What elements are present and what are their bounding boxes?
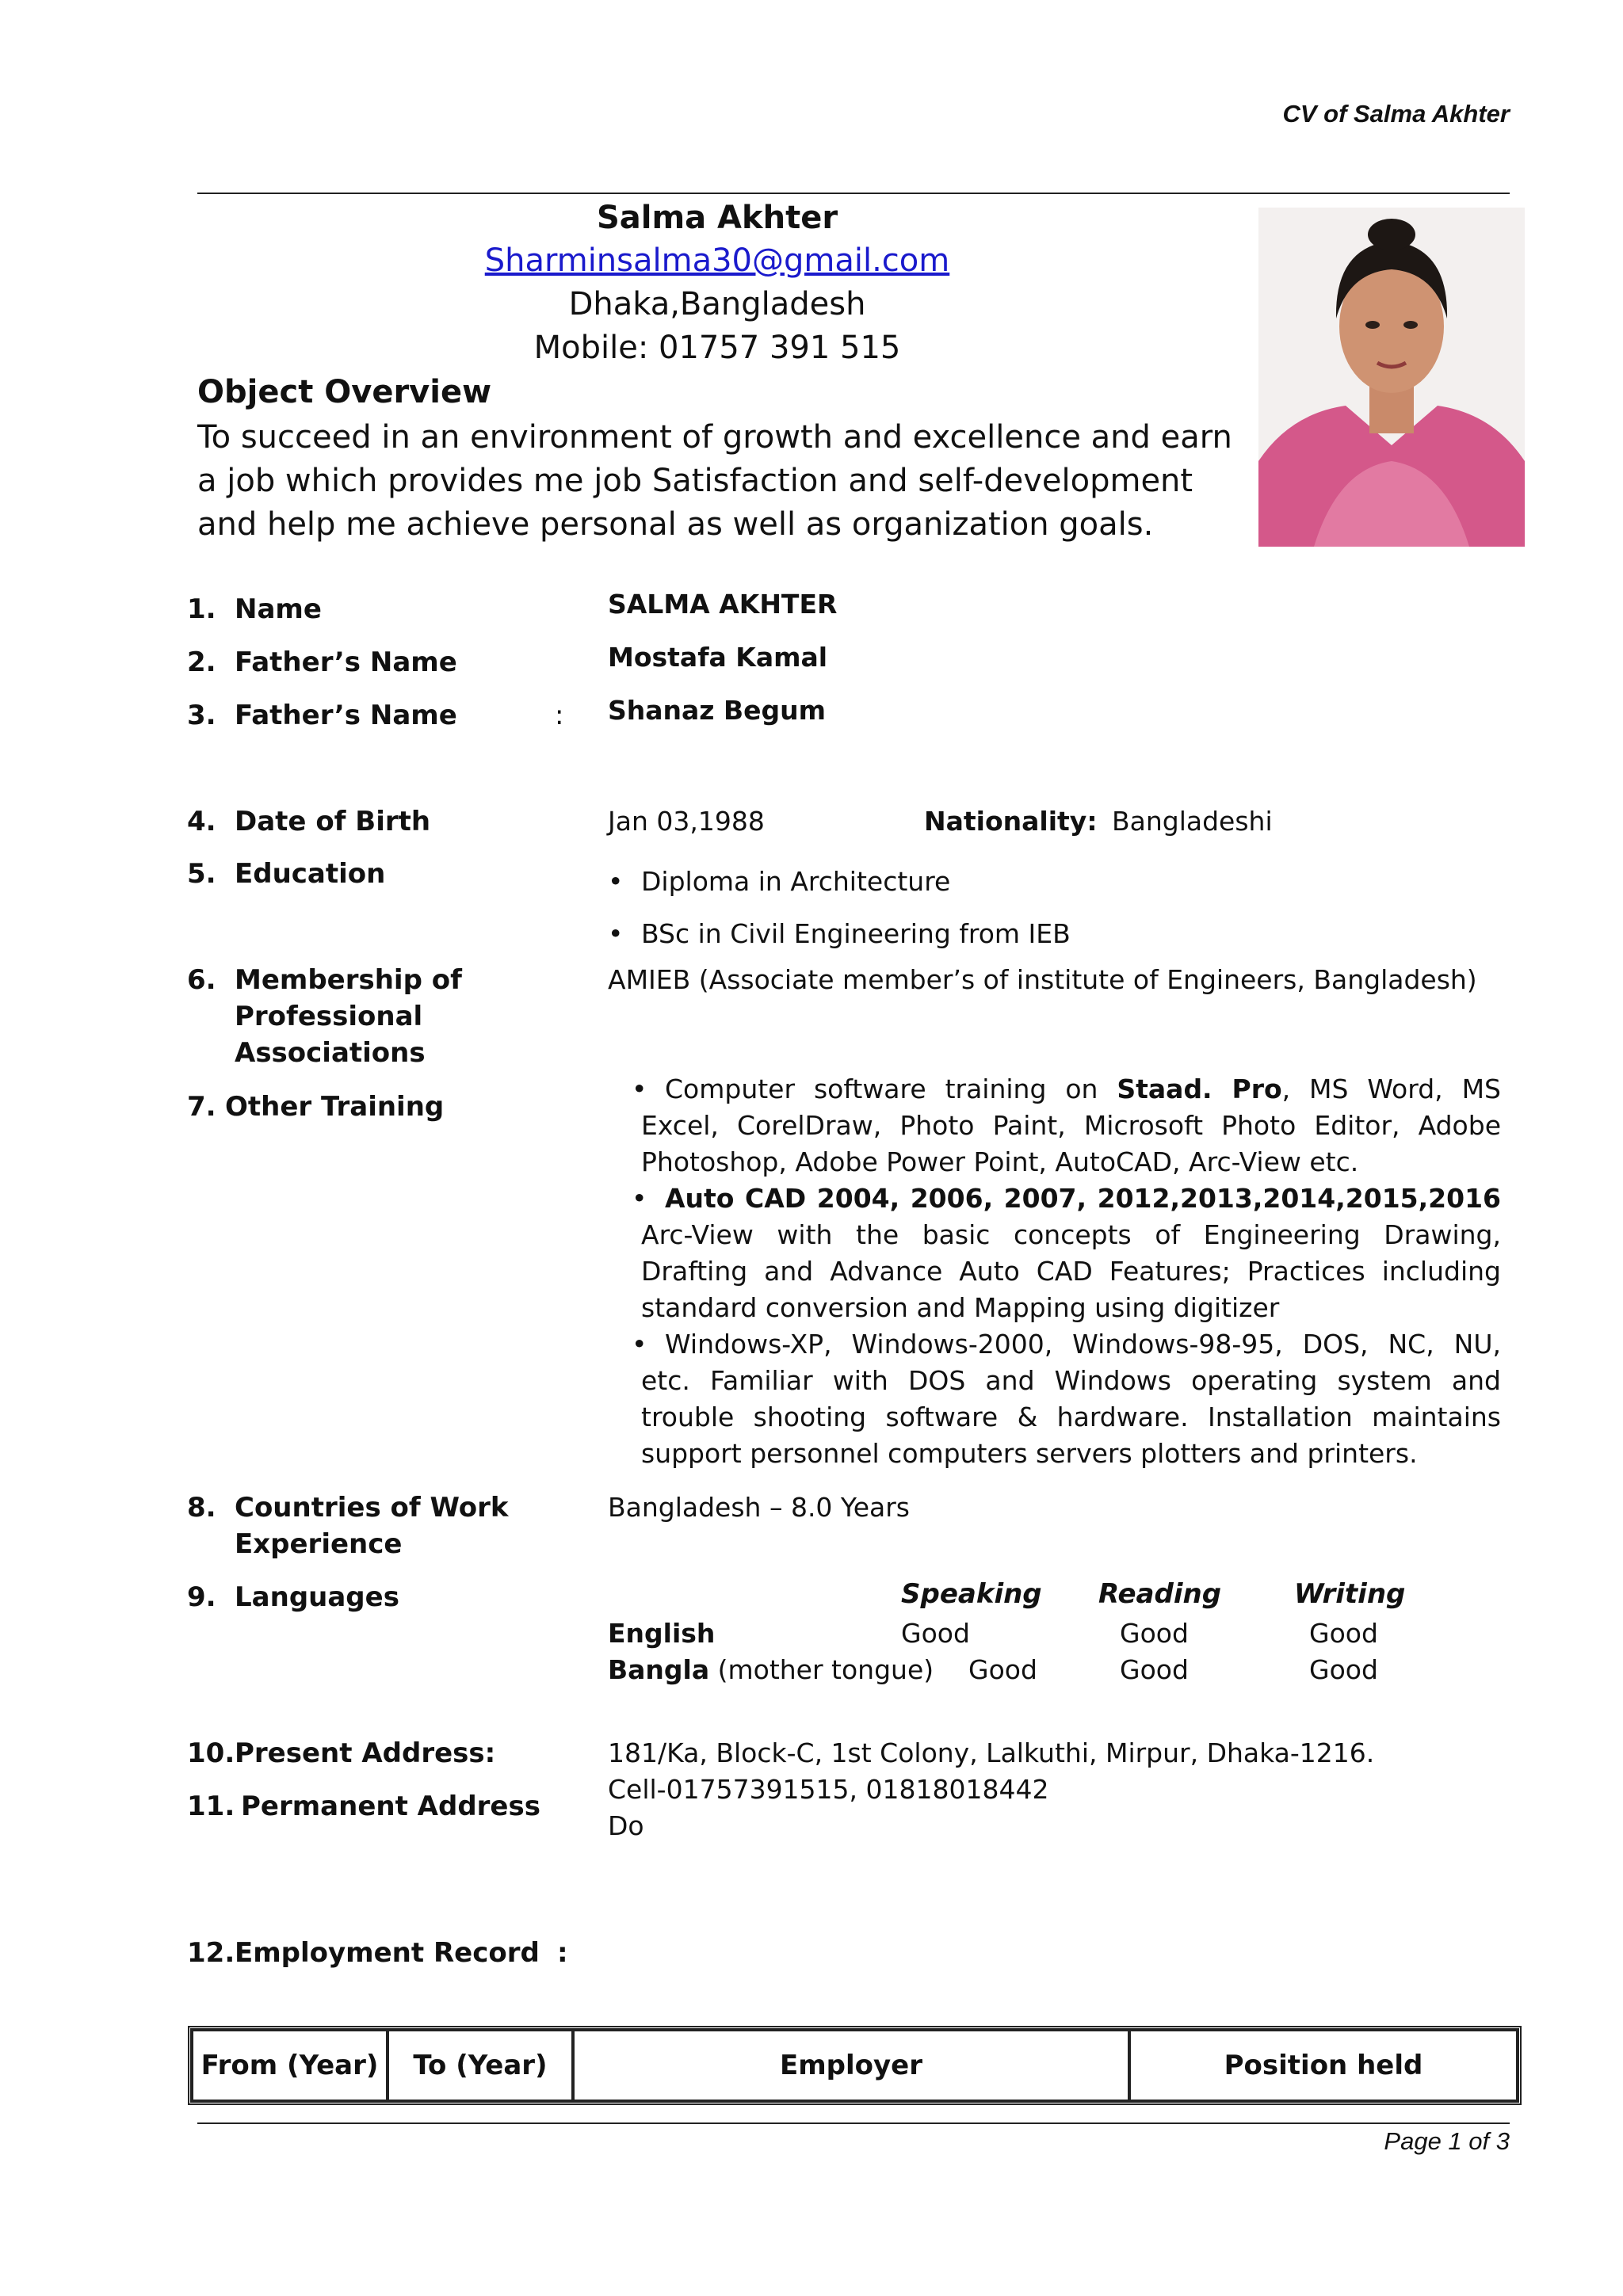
education-list — [608, 856, 1501, 960]
training-list — [608, 1071, 1501, 1472]
list-item: • Windows-XP, Windows-2000, Windows-98-95, DOS, NC, NU, etc. Familiar with DOS and Windows operating system and trouble shooting software & hardware. Installation maintains support personnel computers servers plotters and printers. — [608, 1326, 1501, 1472]
permanent-address-value: Do — [608, 1810, 644, 1841]
col-position-held: Position held — [1129, 2030, 1518, 2101]
field-employment-label: 12.Employment Record — [187, 1937, 540, 1969]
nationality-value: Bangladeshi — [1112, 806, 1273, 837]
email-link[interactable]: Sharminsalma30@gmail.com — [484, 242, 950, 279]
field-countries-label: 8. Countries of Work Experience — [187, 1492, 509, 1560]
list-item: • Diploma in Architecture — [608, 856, 1501, 908]
footer-rule — [197, 2122, 1510, 2124]
lang-english-speaking: Good — [901, 1618, 970, 1649]
field-present-address-label: 10.Present Address: — [187, 1737, 496, 1769]
field-membership-value: AMIEB (Associate member’s of institute of Engineers, Bangladesh) — [608, 964, 1477, 995]
field-membership-label: 6. Membership of Professional Associations — [187, 964, 462, 1069]
lang-row-english: English — [608, 1618, 716, 1649]
field-dob-value: Jan 03,1988 — [608, 806, 765, 837]
field-father-label: 2. Father’s Name — [187, 646, 457, 678]
objective-text: To succeed in an environment of growth and excellence and earn a job which provides me job Satisfaction and self-development and help me achieve personal as well as organization goals. — [197, 419, 1232, 543]
mobile: Mobile: 01757 391 515 — [533, 330, 901, 366]
email-line — [0, 242, 1434, 279]
field-mother-label: 3. Father’s Name — [187, 700, 457, 731]
field-mother-value: Shanaz Begum — [608, 695, 827, 726]
field-countries-value: Bangladesh – 8.0 Years — [608, 1492, 910, 1523]
field-permanent-address-label: 11. Permanent Address — [187, 1791, 540, 1822]
lang-row-bangla: Bangla (mother tongue) — [608, 1654, 934, 1685]
lang-bangla-speaking: Good — [968, 1654, 1037, 1685]
location: Dhaka,Bangladesh — [568, 286, 866, 322]
col-employer: Employer — [573, 2030, 1129, 2101]
nationality-label: Nationality: — [924, 806, 1098, 837]
field-education-label: 5. Education — [187, 858, 386, 890]
profile-photo — [1258, 208, 1525, 547]
list-item: • BSc in Civil Engineering from IEB — [608, 908, 1501, 960]
lang-english-reading: Good — [1120, 1618, 1189, 1649]
document-header-title: CV of Salma Akhter — [1282, 100, 1510, 128]
field-dob-label: 4. Date of Birth — [187, 806, 431, 837]
col-from-year: From (Year) — [192, 2030, 388, 2101]
present-address-line2: Cell-01757391515, 01818018442 — [608, 1774, 1049, 1805]
field-father-value: Mostafa Kamal — [608, 642, 828, 673]
table-header-row — [192, 2030, 1518, 2101]
lang-header-speaking: Speaking — [901, 1578, 1042, 1610]
lang-bangla-writing: Good — [1309, 1654, 1378, 1685]
col-to-year: To (Year) — [388, 2030, 573, 2101]
lang-header-reading: Reading — [1098, 1578, 1222, 1610]
field-mother-colon: : — [555, 700, 564, 731]
employment-table — [188, 2026, 1522, 2105]
lang-bangla-reading: Good — [1120, 1654, 1189, 1685]
field-training-label: 7. Other Training — [187, 1091, 445, 1123]
present-address-line1: 181/Ka, Block-C, 1st Colony, Lalkuthi, Mirpur, Dhaka-1216. — [608, 1737, 1375, 1768]
field-name-value: SALMA AKHTER — [608, 589, 838, 620]
objective-title: Object Overview — [197, 374, 492, 410]
employment-colon: : — [557, 1937, 568, 1969]
list-item: • Auto CAD 2004, 2006, 2007, 2012,2013,2014,2015,2016 Arc-View with the basic concepts of Engineering Drawing, Drafting and Advance Auto CAD Features; Practices including standard conversion and Mapping using digitizer — [608, 1180, 1501, 1326]
field-languages-label: 9. Languages — [187, 1581, 399, 1613]
candidate-name: Salma Akhter — [596, 200, 838, 236]
page-number: Page 1 of 3 — [1384, 2127, 1510, 2155]
lang-header-writing: Writing — [1294, 1578, 1406, 1610]
header-rule — [197, 193, 1510, 194]
field-name-label: 1. Name — [187, 593, 322, 625]
list-item: • Computer software training on Staad. Pro, MS Word, MS Excel, CorelDraw, Photo Paint, Microsoft Photo Editor, Adobe Photoshop, Adobe Power Point, AutoCAD, Arc-View etc. — [608, 1071, 1501, 1180]
lang-english-writing: Good — [1309, 1618, 1378, 1649]
